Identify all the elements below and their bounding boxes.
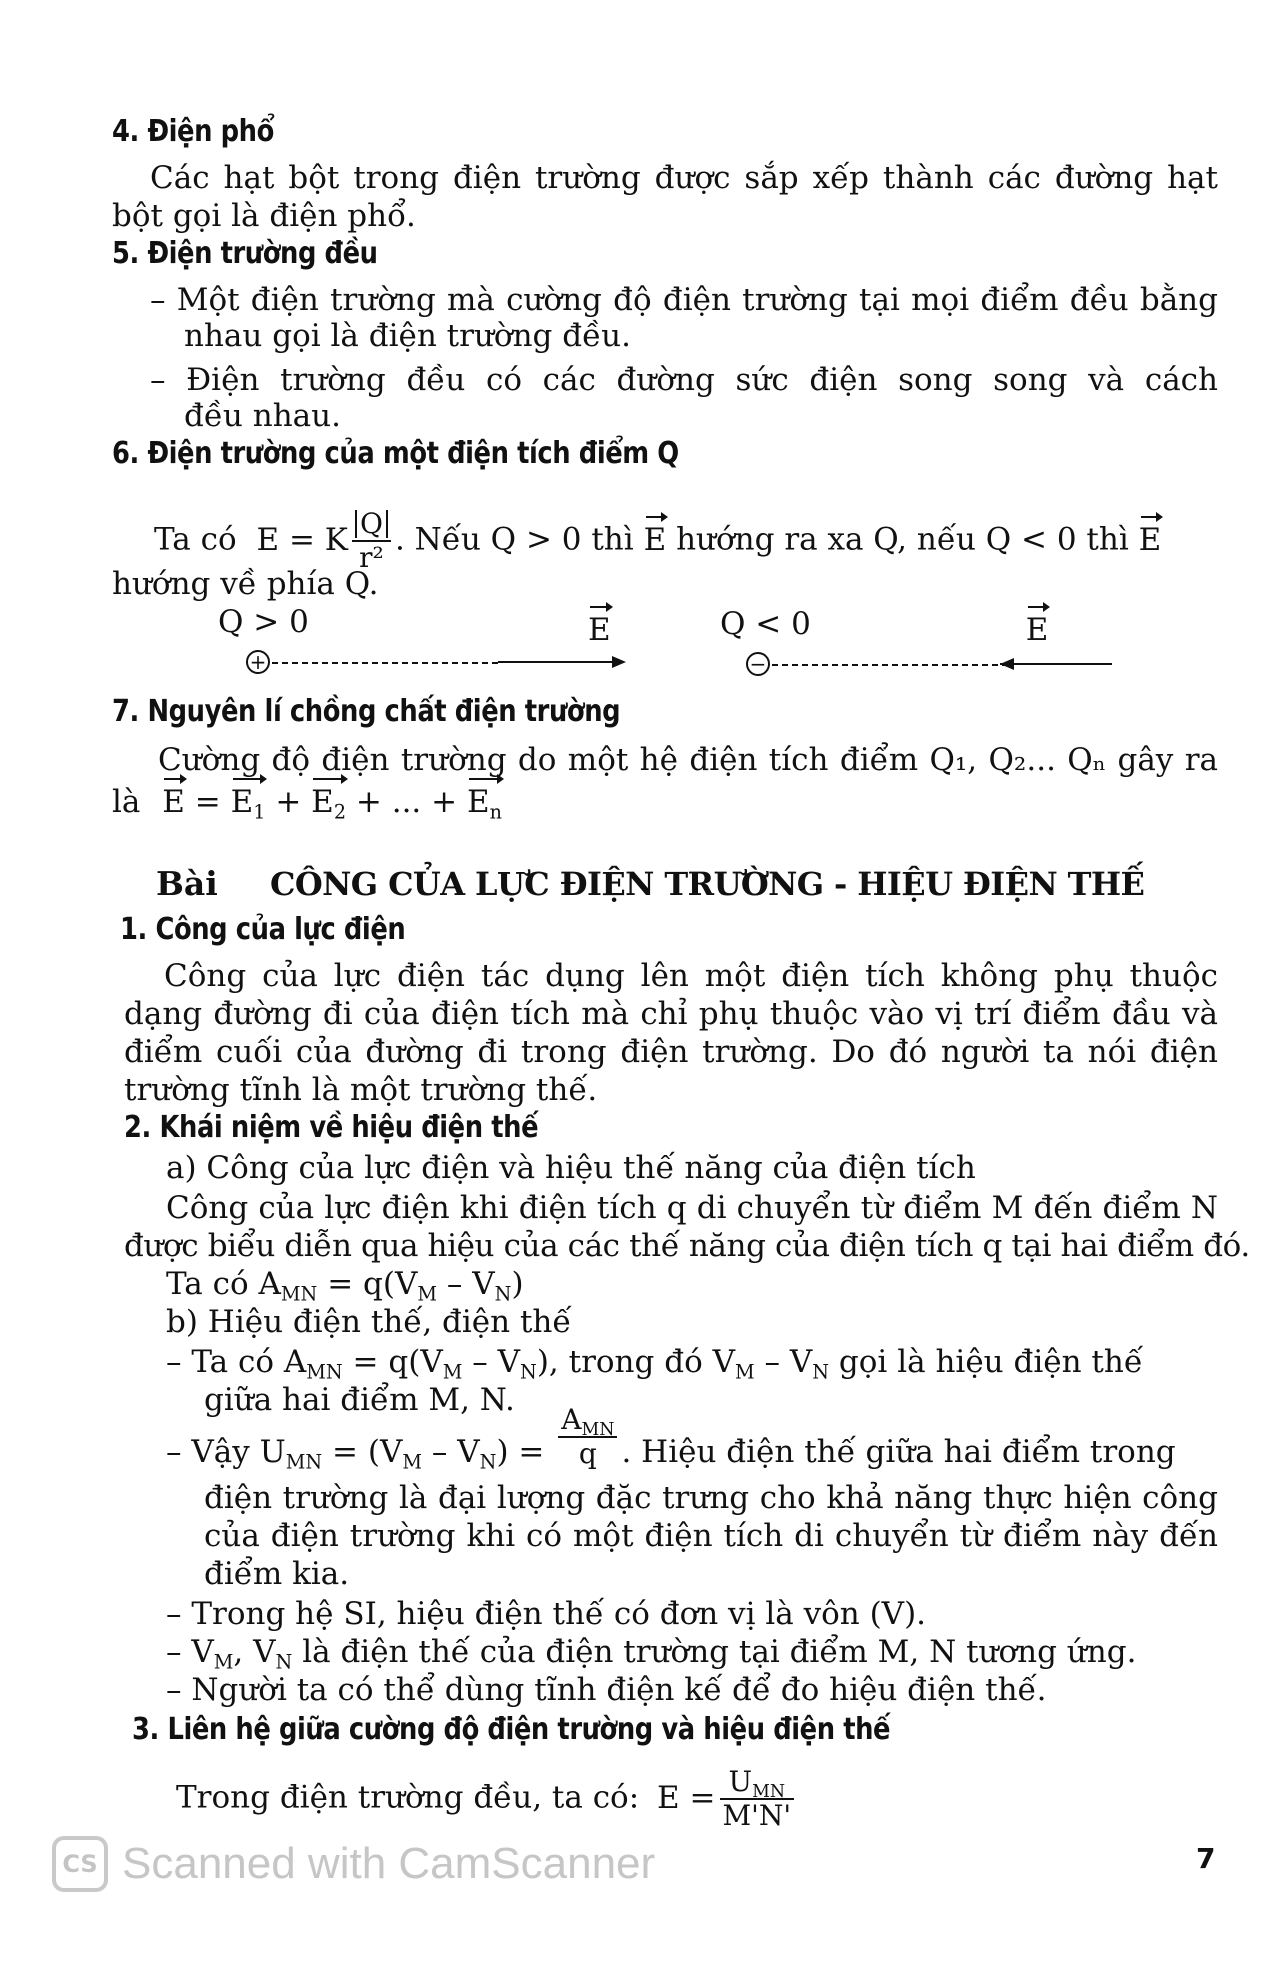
text: . Hiệu điện thế giữa hai điểm trong <box>621 1434 1176 1470</box>
subscript: N <box>520 1360 537 1384</box>
formula-e-umn <box>176 1766 798 1832</box>
text: E = <box>657 1779 716 1816</box>
bullet-line-umn <box>166 1402 1176 1474</box>
paragraph-line: bột gọi là điện phổ. <box>112 198 416 234</box>
subscript: M <box>213 1650 234 1674</box>
bullet-line: giữa hai điểm M, N. <box>204 1382 515 1418</box>
bullet-line <box>166 1634 1137 1674</box>
vector-e2 <box>311 784 347 824</box>
section-heading-dien-pho: 4. Điện phổ <box>112 114 274 149</box>
e-letter: E <box>311 784 334 820</box>
paragraph-line: Các hạt bột trong điện trường được sắp xếp thành các đường hạt <box>150 160 1218 196</box>
subscript: N <box>479 1450 497 1474</box>
subsection-a: a) Công của lực điện và hiệu thế năng của điện tích <box>166 1150 976 1186</box>
plus-dots: + ... + <box>355 784 458 820</box>
fraction-umn-over-mn <box>720 1766 795 1832</box>
vector-e-label: E <box>588 612 611 648</box>
text: ) <box>511 1266 524 1302</box>
q-letter: q <box>578 1436 597 1470</box>
text-ta-co: Ta có <box>154 521 237 558</box>
fraction-q-over-r2 <box>352 508 391 574</box>
r-squared: r² <box>359 541 384 574</box>
text: – V <box>166 1634 214 1670</box>
paragraph-line: Công của lực điện khi điện tích q di chuyển từ điểm M đến điểm N <box>166 1190 1218 1226</box>
subscript: MN <box>306 1360 343 1384</box>
text: ), trong đó V <box>536 1344 735 1380</box>
paragraph-line: được biểu diễn qua hiệu của các thế năng của điện tích q tại hai điểm đó. <box>124 1228 1250 1264</box>
subscript: n <box>489 800 502 824</box>
field-arrow-line <box>1000 663 1112 665</box>
subscript: M <box>442 1360 463 1384</box>
subscript: MN <box>581 1419 615 1440</box>
field-line-dashed <box>272 662 498 664</box>
label-q-negative: Q < 0 <box>720 606 811 642</box>
bullet-line: – Người ta có thể dùng tĩnh điện kế để đo hiệu điện thế. <box>166 1672 1047 1708</box>
text: – V <box>437 1266 495 1302</box>
u-letter: U <box>728 1765 753 1798</box>
eq-sign: = <box>194 784 221 820</box>
text-huong: hướng ra xa Q, nếu Q < 0 thì <box>676 521 1129 558</box>
vector-en <box>466 784 502 824</box>
abs-q: Q <box>355 510 388 538</box>
formula-superposition <box>112 784 502 824</box>
e-letter: E <box>230 784 254 820</box>
text: – V <box>422 1434 480 1470</box>
e-letter: E <box>466 784 490 820</box>
section-heading-dien-tich-diem: 6. Điện trường của một điện tích điểm Q <box>112 436 679 471</box>
bullet-line: điểm kia. <box>204 1556 350 1592</box>
plus-sign: + <box>275 784 302 820</box>
label-q-positive: Q > 0 <box>218 604 309 640</box>
paragraph-line: điểm cuối của đường đi trong điện trường. Do đó người ta nói điện <box>124 1034 1218 1070</box>
section-heading-dien-truong-deu: 5. Điện trường đều <box>112 236 378 271</box>
section-heading-lien-he: 3. Liên hệ giữa cường độ điện trường và hiệu điện thế <box>132 1712 891 1747</box>
a-letter: A <box>561 1402 582 1436</box>
subscript: MN <box>280 1282 318 1306</box>
arrow-right-icon <box>612 656 626 668</box>
text: = (V <box>322 1434 403 1470</box>
bullet-line: – Trong hệ SI, hiệu điện thế có đơn vị là vôn (V). <box>166 1596 927 1632</box>
bullet-line <box>166 1344 1143 1384</box>
formula-amn <box>166 1266 524 1306</box>
subscript: N <box>494 1282 512 1306</box>
paragraph-line: hướng về phía Q. <box>112 566 379 602</box>
text: – V <box>754 1344 813 1380</box>
text: gọi là hiệu điện thế <box>829 1344 1143 1380</box>
subscript: M <box>734 1360 755 1384</box>
text-neu: . Nếu Q > 0 thì <box>394 521 634 558</box>
section-heading-chong-chat: 7. Nguyên lí chồng chất điện trường <box>112 694 621 729</box>
subscript: N <box>275 1650 293 1674</box>
bullet-line: đều nhau. <box>184 398 341 434</box>
vector-e1 <box>230 784 266 824</box>
text: ) = <box>496 1434 545 1470</box>
paragraph-line: Công của lực điện tác dụng lên một điện tích không phụ thuộc <box>164 958 1218 994</box>
text: , V <box>233 1634 276 1670</box>
bullet-line: của điện trường khi có một điện tích di chuyển từ điểm này đến <box>204 1518 1218 1554</box>
watermark-text: Scanned with CamScanner <box>122 1839 656 1888</box>
bullet-line: điện trường là đại lượng đặc trưng cho khả năng thực hiện công <box>204 1480 1218 1516</box>
text: – Vậy U <box>166 1434 286 1470</box>
text: – V <box>462 1344 520 1380</box>
subscript: M <box>417 1282 438 1306</box>
formula-line <box>154 508 1161 574</box>
subscript: 1 <box>253 800 266 824</box>
vector-e: E <box>1138 521 1162 558</box>
vector-e: E <box>643 521 667 558</box>
camscanner-logo-icon: CS <box>52 1836 108 1892</box>
paragraph-line: Cường độ điện trường do một hệ điện tích điểm Q₁, Q₂... Qₙ gây ra <box>158 742 1218 778</box>
subscript: MN <box>285 1450 323 1474</box>
lesson-title: CÔNG CỦA LỰC ĐIỆN TRƯỜNG - HIỆU ĐIỆN THẾ <box>270 865 1145 903</box>
vector-e-label: E <box>1025 612 1049 648</box>
text: = q(V <box>317 1266 418 1302</box>
paragraph-line: trường tĩnh là một trường thế. <box>124 1072 598 1108</box>
bullet-line: – Một điện trường mà cường độ điện trường tại mọi điểm đều bằng <box>150 282 1218 318</box>
field-arrow-line <box>498 661 618 663</box>
subsection-b: b) Hiệu điện thế, điện thế <box>166 1304 572 1340</box>
subscript: N <box>812 1360 830 1384</box>
text: Trong điện trường đều, ta có: <box>176 1779 640 1816</box>
formula-e-eq-k: E = K <box>256 521 348 558</box>
subscript: M <box>402 1450 423 1474</box>
field-line-dashed <box>772 664 1008 666</box>
camscanner-watermark <box>52 1836 655 1892</box>
text: = q(V <box>342 1344 443 1380</box>
page-number: 7 <box>1196 1842 1216 1875</box>
bullet-line: – Điện trường đều có các đường sức điện song song và cách <box>150 362 1218 398</box>
subscript: 2 <box>333 800 347 824</box>
text: Ta có A <box>166 1266 281 1302</box>
section-heading-cong-luc-dien: 1. Công của lực điện <box>120 912 406 947</box>
section-heading-hieu-dien-the: 2. Khái niệm về hiệu điện thế <box>124 1110 539 1145</box>
distance-mn: M'N' <box>722 1799 792 1832</box>
subscript: MN <box>752 1782 786 1803</box>
vector-e: E <box>162 784 185 820</box>
lesson-label: Bài <box>156 864 218 903</box>
arrow-left-icon <box>1000 658 1014 670</box>
text-la: là <box>112 784 141 820</box>
negative-charge-icon: − <box>746 652 770 676</box>
paragraph-line: dạng đường đi của điện tích mà chỉ phụ thuộc vào vị trí điểm đầu và <box>124 996 1218 1032</box>
fraction-amn-over-q <box>558 1404 617 1470</box>
text: – Ta có A <box>166 1344 307 1380</box>
text: là điện thế của điện trường tại điểm M, N tương ứng. <box>292 1634 1137 1670</box>
bullet-line: nhau gọi là điện trường đều. <box>184 318 631 354</box>
positive-charge-icon: + <box>246 650 270 674</box>
